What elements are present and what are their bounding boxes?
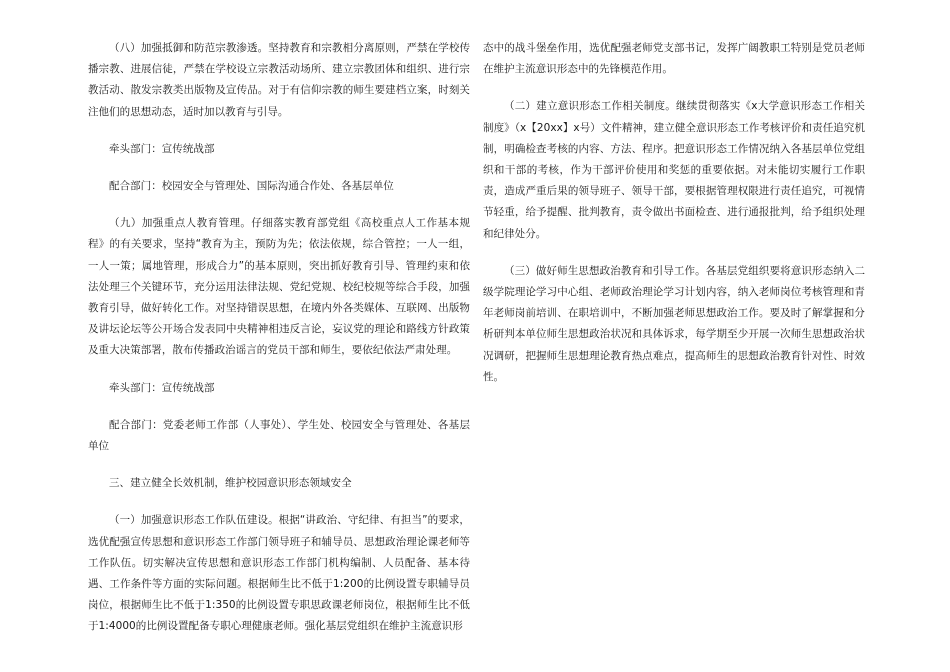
right-column (483, 38, 865, 388)
paragraph-continuation: 态中的战斗堡垒作用，选优配强老师党支部书记，发挥广阔教职工特别是党员老师在维护主流意识形态中的先锋模范作用。 (483, 42, 865, 76)
left-column (88, 38, 470, 638)
section-heading-3: 三、建立健全长效机制，维护校园意识形态领域安全 (109, 477, 352, 490)
paragraph-religion: （八）加强抵御和防范宗教渗透。坚持教育和宗教相分离原则，严禁在学校传播宗教、进展信徒，严禁在学校设立宗教活动场所、建立宗教团体和组织、进行宗教活动、散发宗教类出版物及宣传品。对于有信仰宗教的师生要建档立案，时刻关注他们的思想动态，适时加以教育与引导。 (88, 42, 470, 118)
paragraph-team-building: （一）加强意识形态工作队伍建设。根据“讲政治、守纪律、有担当”的要求，选优配强宣传思想和意识形态工作部门领导班子和辅导员、思想政治理论课老师等工作队伍。切实解决宣传思想和意识形态工作部门机构编制、人员配备、基本待遇、工作条件等方面的实际问题。根据师生比不低于1:200的比例设置专职辅导员岗位，根据师生比不低于1:350的比例设置专职思政课老师岗位，根据师生比不低于1:4000的比例设置配备专职心理健康老师。强化基层党组织在维护主流意识形 (88, 514, 470, 633)
support-department-2: 配合部门：党委老师工作部（人事处）、学生处、校园安全与管理处、各基层单位 (88, 418, 470, 453)
support-department: 配合部门：校园安全与管理处、国际沟通合作处、各基层单位 (109, 180, 394, 193)
paragraph-key-persons: （九）加强重点人教育管理。仔细落实教育部党组《高校重点人工作基本规程》的有关要求，坚持“教育为主，预防为先；依法依规，综合管控；一人一组，一人一策；属地管理，形成合力”的基本原则，突出抓好教育引导、管理约束和依法处理三个关键环节，充分运用法律法规、党纪党规、校纪校规等综合手段，加强教育引导，做好转化工作。对坚持错误思想，在境内外各类媒体、互联网、出版物及讲坛论坛等公开场合发表同中央精神相违反言论，妄议党的理论和路线方针政策及重大决策部署，散布传播政治谣言的党员干部和师生，要依纪依法严肃处理。 (88, 217, 470, 357)
lead-department: 牵头部门：宣传统战部 (109, 142, 215, 155)
lead-department-2: 牵头部门：宣传统战部 (109, 381, 215, 394)
paragraph-education: （三）做好师生思想政治教育和引导工作。各基层党组织要将意识形态纳入二级学院理论学习中心组、老师政治理论学习计划内容，纳入老师岗位考核管理和青年老师岗前培训、在职培训中，不断加强老师思想政治工作。要及时了解掌握和分析研判本单位师生思想政治状况和具体诉求，每学期至少开展一次师生思想政治状况调研，把握师生思想理论教育热点难点，提高师生的思想政治教育针对性、时效性。 (483, 264, 865, 383)
paragraph-systems: （二）建立意识形态工作相关制度。继续贯彻落实《x大学意识形态工作相关制度》（x【20xx】x号）文件精神，建立健全意识形态工作考核评价和责任追究机制，明确检查考核的内容、方法、程序。把意识形态工作情况纳入各基层单位党组织和干部的考核，作为干部评价使用和奖惩的重要依据。对未能切实履行工作职责，造成严重后果的领导班子、领导干部，要根据管理权限进行责任追究，可视情节轻重，给予提醒、批判教育，责令做出书面检查、进行通报批判，给予组织处理和纪律处分。 (483, 100, 865, 240)
